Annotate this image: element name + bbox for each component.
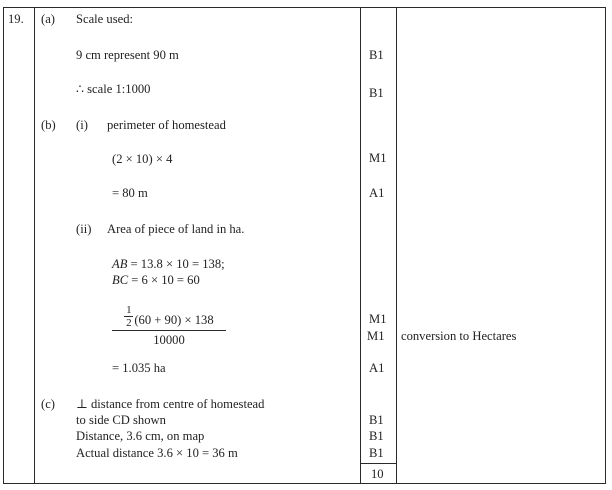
question-number: 19.: [8, 12, 24, 26]
area-fraction-bar: [112, 330, 226, 331]
part-a-mark-2: B1: [369, 86, 384, 100]
part-b-ii-bc-line: [112, 273, 200, 287]
part-b-ii-label: (ii): [76, 222, 92, 236]
bc-label: BC: [112, 273, 129, 287]
half-numerator: 1: [126, 304, 132, 316]
part-c-line1: ⊥ distance from centre of homestead: [76, 397, 265, 411]
part-b-i-label: (i): [76, 118, 88, 132]
part-b-ii-mark-3: A1: [369, 361, 385, 375]
area-fraction-numerator: [124, 305, 213, 328]
part-c-line4: Actual distance 3.6 × 10 = 36 m: [76, 446, 238, 460]
part-a-mark-1: B1: [369, 48, 384, 62]
column-divider-marks-right: [396, 7, 397, 484]
part-a-label: (a): [41, 12, 55, 26]
part-c-mark-3: B1: [369, 446, 384, 460]
total-box-top: [360, 463, 397, 464]
table-border-right: [605, 7, 606, 484]
part-a-heading: Scale used:: [76, 12, 134, 26]
area-fraction-denominator: 10000: [153, 333, 185, 347]
part-b-i-mark-1: M1: [369, 151, 387, 165]
part-c-mark-1: B1: [369, 413, 384, 427]
part-a-line1: 9 cm represent 90 m: [76, 48, 179, 62]
part-c-line3: Distance, 3.6 cm, on map: [76, 429, 205, 443]
table-border-left: [3, 7, 4, 484]
ab-value: = 13.8 × 10 = 138;: [127, 257, 225, 271]
part-b-label: (b): [41, 118, 56, 132]
part-b-i-answer: = 80 m: [112, 186, 148, 200]
part-c-mark-2: B1: [369, 429, 384, 443]
column-divider-marks-left: [360, 7, 361, 484]
ab-label: AB: [112, 257, 128, 271]
part-b-i-mark-2: A1: [369, 186, 385, 200]
part-b-ii-mark-2: M1: [367, 329, 385, 343]
part-b-ii-remark: conversion to Hectares: [401, 329, 517, 343]
column-divider-number: [34, 7, 35, 484]
part-c-line2: to side CD shown: [76, 413, 166, 427]
half-fraction: [124, 305, 133, 328]
part-b-ii-mark-1: M1: [369, 312, 387, 326]
part-c-label: (c): [41, 397, 55, 411]
part-b-ii-answer: = 1.035 ha: [112, 361, 166, 375]
bc-value: = 6 × 10 = 60: [128, 273, 200, 287]
part-b-ii-ab-line: [112, 257, 225, 271]
half-denominator: 2: [126, 317, 132, 329]
part-b-i-working: (2 × 10) × 4: [112, 152, 173, 166]
part-a-line2: ∴ scale 1:1000: [76, 82, 151, 96]
total-marks: 10: [371, 467, 384, 481]
part-b-ii-heading: Area of piece of land in ha.: [107, 222, 245, 236]
table-border-bottom: [3, 483, 606, 484]
table-border-top: [3, 7, 606, 8]
part-b-i-heading: perimeter of homestead: [107, 118, 226, 132]
numerator-expression: (60 + 90) × 138: [134, 313, 214, 327]
area-fraction: [112, 305, 226, 347]
